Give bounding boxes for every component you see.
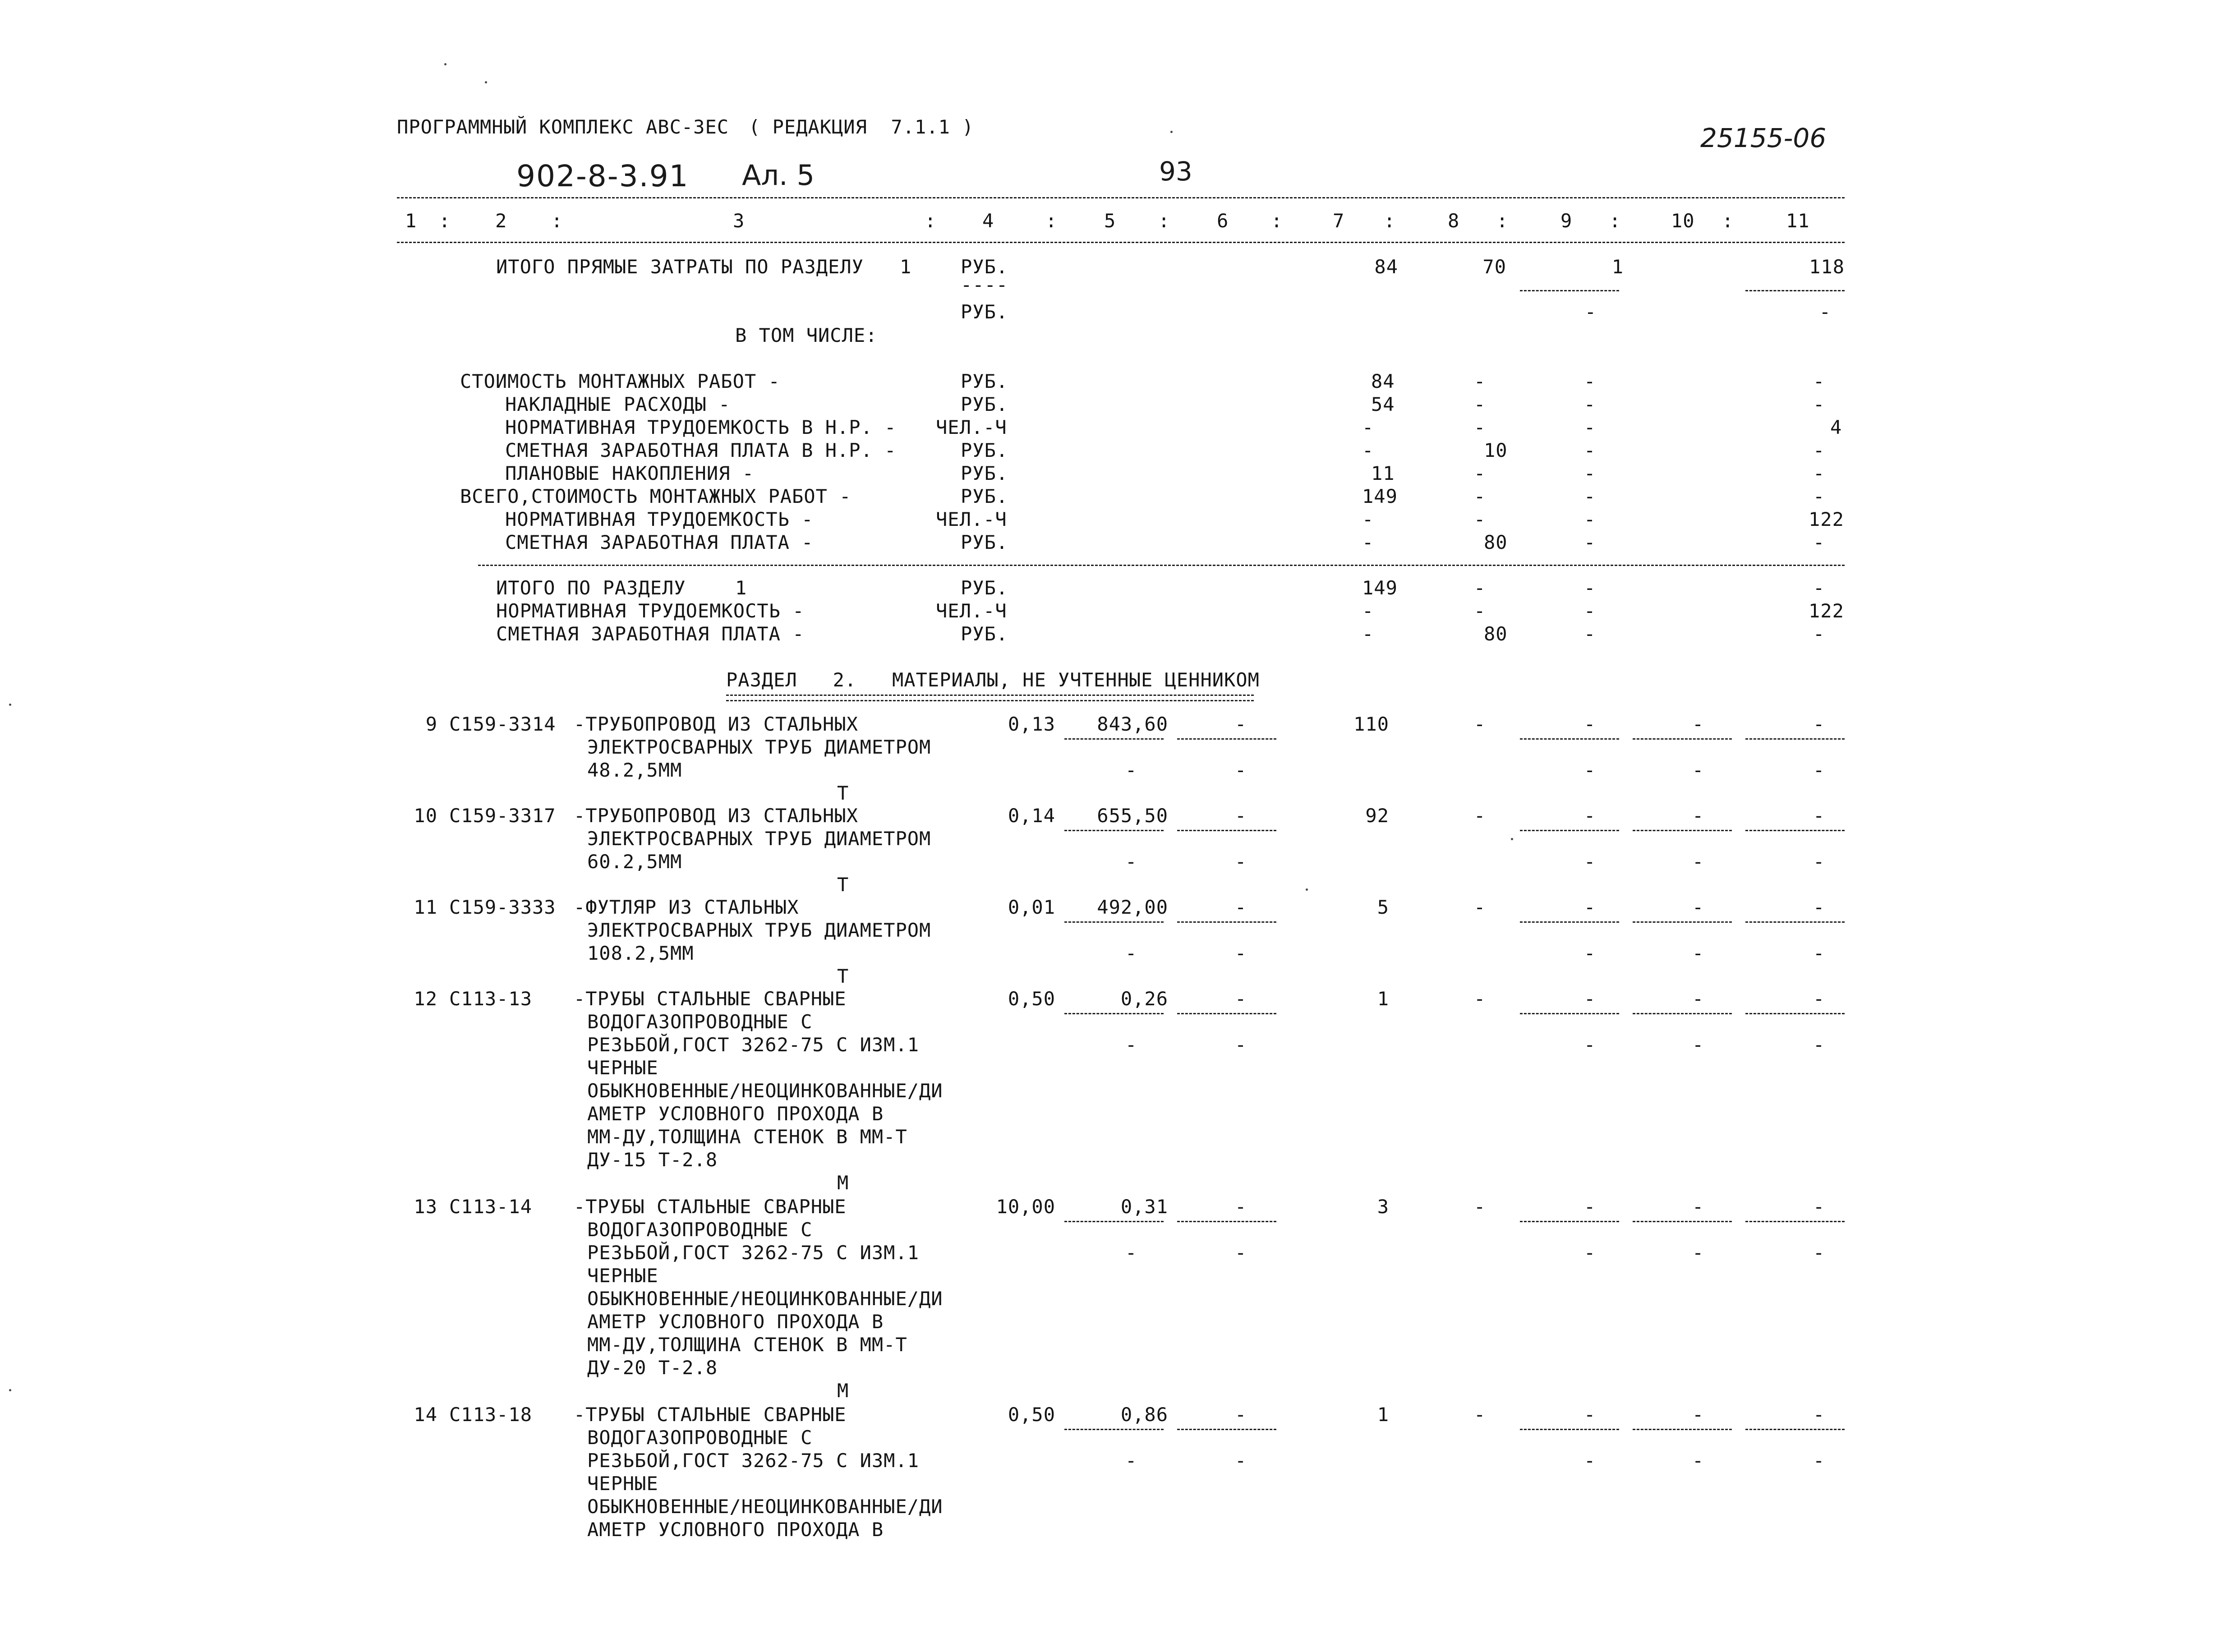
scan-speck <box>485 81 487 83</box>
breakdown-label: НАКЛАДНЫЕ РАСХОДЫ - <box>505 393 731 415</box>
item-c10: - <box>1692 713 1704 735</box>
item-description-line: ЧЕРНЫЕ <box>587 1057 658 1079</box>
breakdown-label: ВСЕГО,СТОИМОСТЬ МОНТАЖНЫХ РАБОТ - <box>460 485 852 507</box>
col-num-11: 11 <box>1786 210 1810 232</box>
header-rule-bottom <box>397 242 1845 243</box>
breakdown-c7: 84 <box>1371 370 1395 392</box>
breakdown-c8: - <box>1474 416 1486 438</box>
section1-summary-rule <box>478 565 1845 566</box>
breakdown-c9: - <box>1584 416 1596 438</box>
item-rule-c10 <box>1633 1221 1732 1222</box>
item-sub-c10: - <box>1692 851 1704 873</box>
section1-total-unit: РУБ. <box>961 256 1008 278</box>
item-c7-total: 110 <box>1353 713 1389 735</box>
item-sub-c11: - <box>1813 851 1825 873</box>
col-separator: : <box>1609 210 1621 232</box>
breakdown-c11: - <box>1813 462 1825 484</box>
item-description-line: РЕЗЬБОЙ,ГОСТ 3262-75 С ИЗМ.1 <box>587 1450 920 1472</box>
item-code: С113-18 <box>449 1404 533 1426</box>
item-sub-c6: - <box>1235 942 1247 964</box>
item-sub-c5: - <box>1125 851 1137 873</box>
breakdown-c9: - <box>1584 462 1596 484</box>
item-unit: Т <box>837 874 849 896</box>
item-description-line: РЕЗЬБОЙ,ГОСТ 3262-75 С ИЗМ.1 <box>587 1034 920 1056</box>
item-c11: - <box>1813 896 1825 918</box>
item-c7-total: 1 <box>1377 988 1389 1010</box>
breakdown-c7: - <box>1362 531 1374 553</box>
item-description-line: ОБЫКНОВЕННЫЕ/НЕОЦИНКОВАННЫЕ/ДИ <box>587 1080 943 1102</box>
handwritten-stamp-number: 25155-06 <box>1700 123 1827 153</box>
item-quantity: 0,50 <box>1008 1404 1055 1426</box>
item-sub-c11: - <box>1813 1242 1825 1264</box>
item-c9: - <box>1584 1404 1596 1426</box>
item-c8: - <box>1474 1404 1486 1426</box>
breakdown-label: НОРМАТИВНАЯ ТРУДОЕМКОСТЬ В Н.Р. - <box>505 416 897 438</box>
breakdown-c8: - <box>1474 485 1486 507</box>
col-num-9: 9 <box>1560 210 1573 232</box>
breakdown-c8: 80 <box>1484 531 1508 553</box>
col-separator: : <box>439 210 451 232</box>
program-name: ПРОГРАММНЫЙ КОМПЛЕКС АВС-3ЕС <box>397 116 729 138</box>
item-number: 9 <box>425 713 437 735</box>
breakdown-c7: 149 <box>1362 485 1398 507</box>
item-unit: Т <box>837 965 849 987</box>
breakdown-c7: - <box>1362 416 1374 438</box>
section2-title: РАЗДЕЛ 2. МАТЕРИАЛЫ, НЕ УЧТЕННЫЕ ЦЕННИКОМ <box>726 669 1260 691</box>
item-rule-c11 <box>1745 738 1845 740</box>
subtotal-rule <box>1745 290 1845 291</box>
summary-label: НОРМАТИВНАЯ ТРУДОЕМКОСТЬ - <box>496 600 805 622</box>
item-sub-c9: - <box>1584 1034 1596 1056</box>
breakdown-c9: - <box>1584 485 1596 507</box>
col-num-2: 2 <box>495 210 507 232</box>
breakdown-unit: РУБ. <box>961 485 1008 507</box>
item-sub-c6: - <box>1235 759 1247 781</box>
item-description-line: ЧЕРНЫЕ <box>587 1265 658 1287</box>
summary-c7: - <box>1362 600 1374 622</box>
item-c10: - <box>1692 1196 1704 1218</box>
item-unit-price: 0,86 <box>1120 1404 1168 1426</box>
scan-speck <box>1511 838 1513 840</box>
item-rule-c6 <box>1177 1013 1276 1014</box>
item-c8: - <box>1474 713 1486 735</box>
summary-c9: - <box>1584 623 1596 645</box>
item-sub-c6: - <box>1235 1034 1247 1056</box>
item-c9: - <box>1584 805 1596 827</box>
item-sub-c5: - <box>1125 1034 1137 1056</box>
item-description-line: -ТРУБОПРОВОД ИЗ СТАЛЬНЫХ <box>574 713 858 735</box>
section1-total-c9-2: - <box>1584 301 1597 323</box>
item-rule-c10 <box>1633 1013 1732 1014</box>
item-c8: - <box>1474 988 1486 1010</box>
summary-c11: - <box>1813 577 1825 599</box>
item-number: 14 <box>414 1404 437 1426</box>
summary-c11: 122 <box>1809 600 1844 622</box>
item-number: 12 <box>414 988 437 1010</box>
item-rule-c6 <box>1177 1221 1276 1222</box>
summary-unit: РУБ. <box>961 577 1008 599</box>
breakdown-c8: - <box>1474 370 1486 392</box>
item-code: С159-3333 <box>449 896 556 918</box>
item-rule-c10 <box>1633 830 1732 831</box>
item-description-line: АМЕТР УСЛОВНОГО ПРОХОДА В <box>587 1519 884 1541</box>
item-description-line: -ТРУБОПРОВОД ИЗ СТАЛЬНЫХ <box>574 805 858 827</box>
item-unit-price: 843,60 <box>1097 713 1168 735</box>
item-rule-c5 <box>1064 1013 1164 1014</box>
item-unit-price: 0,31 <box>1120 1196 1168 1218</box>
col-separator: : <box>925 210 937 232</box>
item-c9: - <box>1584 713 1596 735</box>
item-rule-c6 <box>1177 921 1276 923</box>
col-num-4: 4 <box>982 210 994 232</box>
item-description-line: РЕЗЬБОЙ,ГОСТ 3262-75 С ИЗМ.1 <box>587 1242 920 1264</box>
item-description-line: ДУ-20 Т-2.8 <box>587 1357 718 1379</box>
item-c8: - <box>1474 1196 1486 1218</box>
col-num-10: 10 <box>1671 210 1695 232</box>
breakdown-c11: - <box>1813 485 1825 507</box>
item-c7-total: 5 <box>1377 896 1389 918</box>
section1-total-unit-2: РУБ. <box>961 301 1008 323</box>
col-separator: : <box>1045 210 1058 232</box>
col-separator: : <box>1384 210 1396 232</box>
program-edition: ( РЕДАКЦИЯ 7.1.1 ) <box>749 116 974 138</box>
item-quantity: 0,01 <box>1008 896 1055 918</box>
item-sub-c9: - <box>1584 759 1596 781</box>
col-num-8: 8 <box>1448 210 1460 232</box>
summary-c9: - <box>1584 577 1596 599</box>
section1-total-number: 1 <box>900 256 912 278</box>
item-sub-c5: - <box>1125 759 1137 781</box>
item-sub-c6: - <box>1235 851 1247 873</box>
item-rule-c6 <box>1177 1429 1276 1430</box>
breakdown-label: СТОИМОСТЬ МОНТАЖНЫХ РАБОТ - <box>460 370 780 392</box>
breakdown-c7: 54 <box>1371 393 1395 415</box>
item-c6: - <box>1235 805 1247 827</box>
breakdown-c11: 4 <box>1830 416 1842 438</box>
breakdown-unit: РУБ. <box>961 531 1008 553</box>
item-code: С113-13 <box>449 988 533 1010</box>
item-description-line: -ТРУБЫ СТАЛЬНЫЕ СВАРНЫЕ <box>574 1196 847 1218</box>
item-number: 11 <box>414 896 437 918</box>
item-rule-c5 <box>1064 921 1164 923</box>
item-sub-c10: - <box>1692 1450 1704 1472</box>
col-num-5: 5 <box>1104 210 1116 232</box>
section2-title-underline <box>726 695 1254 701</box>
item-sub-c9: - <box>1584 1450 1596 1472</box>
breakdown-unit: РУБ. <box>961 393 1008 415</box>
item-unit: М <box>837 1172 849 1194</box>
item-description-line: ЧЕРНЫЕ <box>587 1473 658 1495</box>
series-number: 902-8-3.91 <box>516 159 689 193</box>
section1-total-c11-2: - <box>1819 301 1831 323</box>
item-rule-c11 <box>1745 830 1845 831</box>
breakdown-c11: 122 <box>1809 508 1844 530</box>
item-rule-c11 <box>1745 921 1845 923</box>
item-sub-c6: - <box>1235 1242 1247 1264</box>
breakdown-c9: - <box>1584 370 1596 392</box>
item-unit: Т <box>837 782 849 804</box>
col-num-1: 1 <box>405 210 417 232</box>
item-c11: - <box>1813 988 1825 1010</box>
item-description-line: 48.2,5ММ <box>587 759 682 781</box>
album-number: Ал. 5 <box>742 159 815 192</box>
summary-c7: - <box>1362 623 1374 645</box>
item-c11: - <box>1813 1196 1825 1218</box>
col-separator: : <box>1722 210 1734 232</box>
item-c10: - <box>1692 896 1704 918</box>
summary-label: СМЕТНАЯ ЗАРАБОТНАЯ ПЛАТА - <box>496 623 805 645</box>
item-rule-c9 <box>1520 738 1619 740</box>
item-rule-c10 <box>1633 1429 1732 1430</box>
item-unit-price: 492,00 <box>1097 896 1168 918</box>
section1-total-c7: 84 <box>1374 256 1398 278</box>
breakdown-c8: - <box>1474 393 1486 415</box>
breakdown-c11: - <box>1813 393 1825 415</box>
breakdown-c9: - <box>1584 439 1596 461</box>
breakdown-c11: - <box>1813 370 1825 392</box>
breakdown-c7: 11 <box>1371 462 1395 484</box>
item-quantity: 0,14 <box>1008 805 1055 827</box>
breakdown-c8: - <box>1474 462 1486 484</box>
breakdown-c7: - <box>1362 439 1374 461</box>
item-c9: - <box>1584 988 1596 1010</box>
breakdown-label: ПЛАНОВЫЕ НАКОПЛЕНИЯ - <box>505 462 755 484</box>
scan-speck <box>1170 131 1173 133</box>
scan-speck <box>9 704 11 706</box>
item-description-line: АМЕТР УСЛОВНОГО ПРОХОДА В <box>587 1311 884 1333</box>
item-rule-c9 <box>1520 1221 1619 1222</box>
item-c7-total: 3 <box>1377 1196 1389 1218</box>
item-quantity: 10,00 <box>996 1196 1055 1218</box>
item-description-line: ОБЫКНОВЕННЫЕ/НЕОЦИНКОВАННЫЕ/ДИ <box>587 1496 943 1518</box>
item-description-line: 108.2,5ММ <box>587 942 694 964</box>
item-sub-c5: - <box>1125 1450 1137 1472</box>
item-description-line: -ФУТЛЯР ИЗ СТАЛЬНЫХ <box>574 896 799 918</box>
item-unit-price: 655,50 <box>1097 805 1168 827</box>
section1-total-c8: 70 <box>1482 256 1506 278</box>
item-c11: - <box>1813 713 1825 735</box>
item-c8: - <box>1474 805 1486 827</box>
section1-total-c9: 1 <box>1611 256 1624 278</box>
item-c6: - <box>1235 1404 1247 1426</box>
item-rule-c5 <box>1064 738 1164 740</box>
including-heading: В ТОМ ЧИСЛЕ: <box>735 324 878 346</box>
scan-speck <box>444 63 446 65</box>
item-sub-c5: - <box>1125 942 1137 964</box>
item-rule-c11 <box>1745 1221 1845 1222</box>
item-sub-c10: - <box>1692 1242 1704 1264</box>
item-sub-c10: - <box>1692 1034 1704 1056</box>
item-sub-c11: - <box>1813 1034 1825 1056</box>
item-rule-c5 <box>1064 1429 1164 1430</box>
item-c6: - <box>1235 896 1247 918</box>
item-description-line: ОБЫКНОВЕННЫЕ/НЕОЦИНКОВАННЫЕ/ДИ <box>587 1288 943 1310</box>
item-c10: - <box>1692 1404 1704 1426</box>
breakdown-unit: РУБ. <box>961 370 1008 392</box>
summary-c8: 80 <box>1484 623 1508 645</box>
item-rule-c11 <box>1745 1429 1845 1430</box>
item-c7-total: 1 <box>1377 1404 1389 1426</box>
item-rule-c5 <box>1064 1221 1164 1222</box>
item-c6: - <box>1235 1196 1247 1218</box>
item-description-line: -ТРУБЫ СТАЛЬНЫЕ СВАРНЫЕ <box>574 1404 847 1426</box>
item-description-line: ЭЛЕКТРОСВАРНЫХ ТРУБ ДИАМЕТРОМ <box>587 828 931 850</box>
summary-c9: - <box>1584 600 1596 622</box>
item-c9: - <box>1584 1196 1596 1218</box>
section1-unit-dashes: ---- <box>961 274 1008 296</box>
item-sub-c5: - <box>1125 1242 1137 1264</box>
item-description-line: ЭЛЕКТРОСВАРНЫХ ТРУБ ДИАМЕТРОМ <box>587 736 931 758</box>
item-c10: - <box>1692 805 1704 827</box>
item-sub-c11: - <box>1813 942 1825 964</box>
item-description-line: -ТРУБЫ СТАЛЬНЫЕ СВАРНЫЕ <box>574 988 847 1010</box>
breakdown-c9: - <box>1584 531 1596 553</box>
item-description-line: ВОДОГАЗОПРОВОДНЫЕ С <box>587 1219 813 1241</box>
breakdown-c11: - <box>1813 439 1825 461</box>
item-c6: - <box>1235 988 1247 1010</box>
item-code: С159-3314 <box>449 713 556 735</box>
breakdown-c9: - <box>1584 393 1596 415</box>
item-number: 13 <box>414 1196 437 1218</box>
item-sub-c11: - <box>1813 1450 1825 1472</box>
item-number: 10 <box>414 805 437 827</box>
item-rule-c11 <box>1745 1013 1845 1014</box>
item-description-line: ВОДОГАЗОПРОВОДНЫЕ С <box>587 1011 813 1033</box>
item-description-line: АМЕТР УСЛОВНОГО ПРОХОДА В <box>587 1103 884 1125</box>
section1-total-label: ИТОГО ПРЯМЫЕ ЗАТРАТЫ ПО РАЗДЕЛУ <box>496 256 864 278</box>
item-description-line: ВОДОГАЗОПРОВОДНЫЕ С <box>587 1427 813 1449</box>
summary-c8: - <box>1474 600 1486 622</box>
item-rule-c9 <box>1520 921 1619 923</box>
item-c11: - <box>1813 805 1825 827</box>
breakdown-c8: - <box>1474 508 1486 530</box>
breakdown-c7: - <box>1362 508 1374 530</box>
item-description-line: ЭЛЕКТРОСВАРНЫХ ТРУБ ДИАМЕТРОМ <box>587 919 931 941</box>
item-c8: - <box>1474 896 1486 918</box>
item-unit-price: 0,26 <box>1120 988 1168 1010</box>
summary-unit: ЧЕЛ.-Ч <box>936 600 1007 622</box>
col-num-6: 6 <box>1217 210 1229 232</box>
item-rule-c9 <box>1520 1013 1619 1014</box>
breakdown-c9: - <box>1584 508 1596 530</box>
item-description-line: ММ-ДУ,ТОЛЩИНА СТЕНОК В ММ-Т <box>587 1126 907 1148</box>
item-c6: - <box>1235 713 1247 735</box>
summary-c11: - <box>1813 623 1825 645</box>
item-code: С159-3317 <box>449 805 556 827</box>
item-unit: М <box>837 1380 849 1402</box>
item-quantity: 0,50 <box>1008 988 1055 1010</box>
breakdown-c8: 10 <box>1484 439 1508 461</box>
item-rule-c5 <box>1064 830 1164 831</box>
item-c9: - <box>1584 896 1596 918</box>
breakdown-label: НОРМАТИВНАЯ ТРУДОЕМКОСТЬ - <box>505 508 814 530</box>
section1-total-c11: 118 <box>1809 256 1845 278</box>
breakdown-c11: - <box>1813 531 1825 553</box>
breakdown-label: СМЕТНАЯ ЗАРАБОТНАЯ ПЛАТА В Н.Р. - <box>505 439 897 461</box>
col-separator: : <box>551 210 563 232</box>
item-rule-c10 <box>1633 738 1732 740</box>
item-description-line: ДУ-15 Т-2.8 <box>587 1149 718 1171</box>
item-rule-c9 <box>1520 830 1619 831</box>
breakdown-unit: РУБ. <box>961 462 1008 484</box>
breakdown-unit: ЧЕЛ.-Ч <box>936 416 1007 438</box>
summary-number: 1 <box>735 577 747 599</box>
item-code: С113-14 <box>449 1196 533 1218</box>
item-sub-c10: - <box>1692 759 1704 781</box>
item-quantity: 0,13 <box>1008 713 1055 735</box>
breakdown-unit: ЧЕЛ.-Ч <box>936 508 1007 530</box>
col-separator: : <box>1158 210 1170 232</box>
item-c11: - <box>1813 1404 1825 1426</box>
summary-label: ИТОГО ПО РАЗДЕЛУ <box>496 577 686 599</box>
item-c10: - <box>1692 988 1704 1010</box>
col-num-7: 7 <box>1333 210 1345 232</box>
item-sub-c9: - <box>1584 851 1596 873</box>
item-rule-c9 <box>1520 1429 1619 1430</box>
item-description-line: ММ-ДУ,ТОЛЩИНА СТЕНОК В ММ-Т <box>587 1334 907 1356</box>
page-number: 93 <box>1159 156 1192 187</box>
item-rule-c6 <box>1177 738 1276 740</box>
summary-c7: 149 <box>1362 577 1398 599</box>
summary-c8: - <box>1474 577 1486 599</box>
col-num-3: 3 <box>733 210 745 232</box>
summary-unit: РУБ. <box>961 623 1008 645</box>
header-rule-top <box>397 197 1845 198</box>
item-c7-total: 92 <box>1365 805 1389 827</box>
col-separator: : <box>1271 210 1283 232</box>
item-sub-c6: - <box>1235 1450 1247 1472</box>
subtotal-rule <box>1520 290 1619 291</box>
col-separator: : <box>1496 210 1509 232</box>
item-sub-c10: - <box>1692 942 1704 964</box>
item-description-line: 60.2,5ММ <box>587 851 682 873</box>
item-rule-c6 <box>1177 830 1276 831</box>
breakdown-unit: РУБ. <box>961 439 1008 461</box>
item-sub-c11: - <box>1813 759 1825 781</box>
scan-speck <box>9 1389 11 1391</box>
item-rule-c10 <box>1633 921 1732 923</box>
item-sub-c9: - <box>1584 1242 1596 1264</box>
breakdown-label: СМЕТНАЯ ЗАРАБОТНАЯ ПЛАТА - <box>505 531 814 553</box>
scan-speck <box>1306 888 1308 891</box>
item-sub-c9: - <box>1584 942 1596 964</box>
